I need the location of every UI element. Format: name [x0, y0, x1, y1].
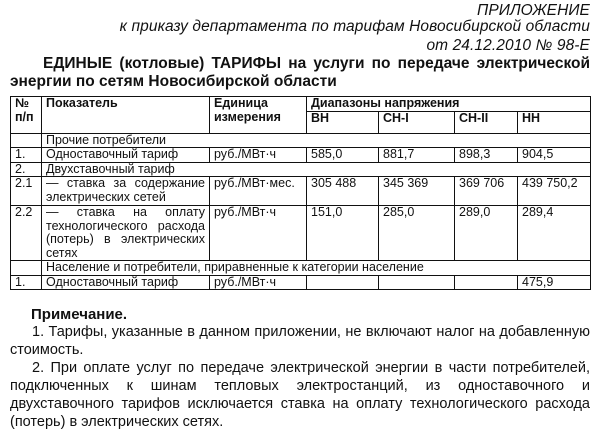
- col-header-num: № п/п: [11, 97, 42, 134]
- row-unit: руб./МВт·ч: [210, 148, 307, 163]
- value-ch1: 881,7: [379, 148, 455, 163]
- row-num: 1.: [11, 275, 42, 290]
- row-num: 2.2: [11, 206, 42, 261]
- table-row: [11, 148, 591, 163]
- note-1: 1. Тарифы, указанные в данном приложении, не включают налог на добавленную стоимость.: [10, 324, 590, 358]
- section-row: [11, 261, 591, 276]
- note-2: 2. При оплате услуг по передаче электрической энергии в части потребителей, подключенных к шинам тепловых электростанций, из одноставочного и двухставочного тарифов исключается ставка на оплату технологического расхода (потерь) в электрических сетях.: [10, 360, 590, 430]
- value-bh: [307, 275, 379, 290]
- order-reference: к приказу департамента по тарифам Новосибирской области: [119, 18, 590, 35]
- value-bh: 151,0: [307, 206, 379, 261]
- value-bh: 585,0: [307, 148, 379, 163]
- value-ch2: 898,3: [455, 148, 518, 163]
- notes-title: Примечание.: [31, 306, 128, 323]
- col-header-bh: ВН: [307, 111, 379, 133]
- section-other: Прочие потребители: [42, 133, 591, 148]
- col-header-ch2: СН-II: [455, 111, 518, 133]
- section-row: [11, 133, 591, 148]
- tariff-table: [10, 96, 591, 290]
- value-ch1: 285,0: [379, 206, 455, 261]
- row-name: Одноставочный тариф: [42, 148, 210, 163]
- row-num: 2.: [11, 162, 42, 177]
- row-num: 1.: [11, 148, 42, 163]
- row-unit: руб./МВт·ч: [210, 206, 307, 261]
- col-header-indicator: Показатель: [42, 97, 210, 134]
- col-header-unit: Единица измерения: [210, 97, 307, 134]
- value-ch1: 345 369: [379, 177, 455, 206]
- row-name: — ставка на оплату технологического расхода (потерь) в электрических сетях: [42, 206, 210, 261]
- appendix-label: ПРИЛОЖЕНИЕ: [477, 2, 590, 19]
- document-title: ЕДИНЫЕ (котловые) ТАРИФЫ на услуги по передаче электрической энергии по сетям Новосибирской области: [10, 55, 590, 90]
- value-hh: 439 750,2: [518, 177, 591, 206]
- section-population: Население и потребители, приравненные к категории население: [42, 261, 591, 276]
- table-row: [11, 177, 591, 206]
- value-ch2: 289,0: [455, 206, 518, 261]
- order-date: от 24.12.2010 № 98-Е: [426, 37, 590, 54]
- value-hh: 904,5: [518, 148, 591, 163]
- table-row: [11, 275, 591, 290]
- table-row: [11, 162, 591, 177]
- table-row: [11, 206, 591, 261]
- value-bh: 305 488: [307, 177, 379, 206]
- col-header-hh: НН: [518, 111, 591, 133]
- value-hh: 475,9: [518, 275, 591, 290]
- value-hh: 289,4: [518, 206, 591, 261]
- value-ch1: [379, 275, 455, 290]
- col-header-ch1: СН-I: [379, 111, 455, 133]
- row-num: 2.1: [11, 177, 42, 206]
- value-ch2: 369 706: [455, 177, 518, 206]
- header-row: [11, 97, 591, 112]
- row-name: Двухставочный тариф: [42, 162, 591, 177]
- col-header-ranges: Диапазоны напряжения: [307, 97, 591, 112]
- row-unit: руб./МВт·ч: [210, 275, 307, 290]
- value-ch2: [455, 275, 518, 290]
- row-unit: руб./МВт·мес.: [210, 177, 307, 206]
- row-name: Одноставочный тариф: [42, 275, 210, 290]
- row-name: — ставка за содержание электрических сетей: [42, 177, 210, 206]
